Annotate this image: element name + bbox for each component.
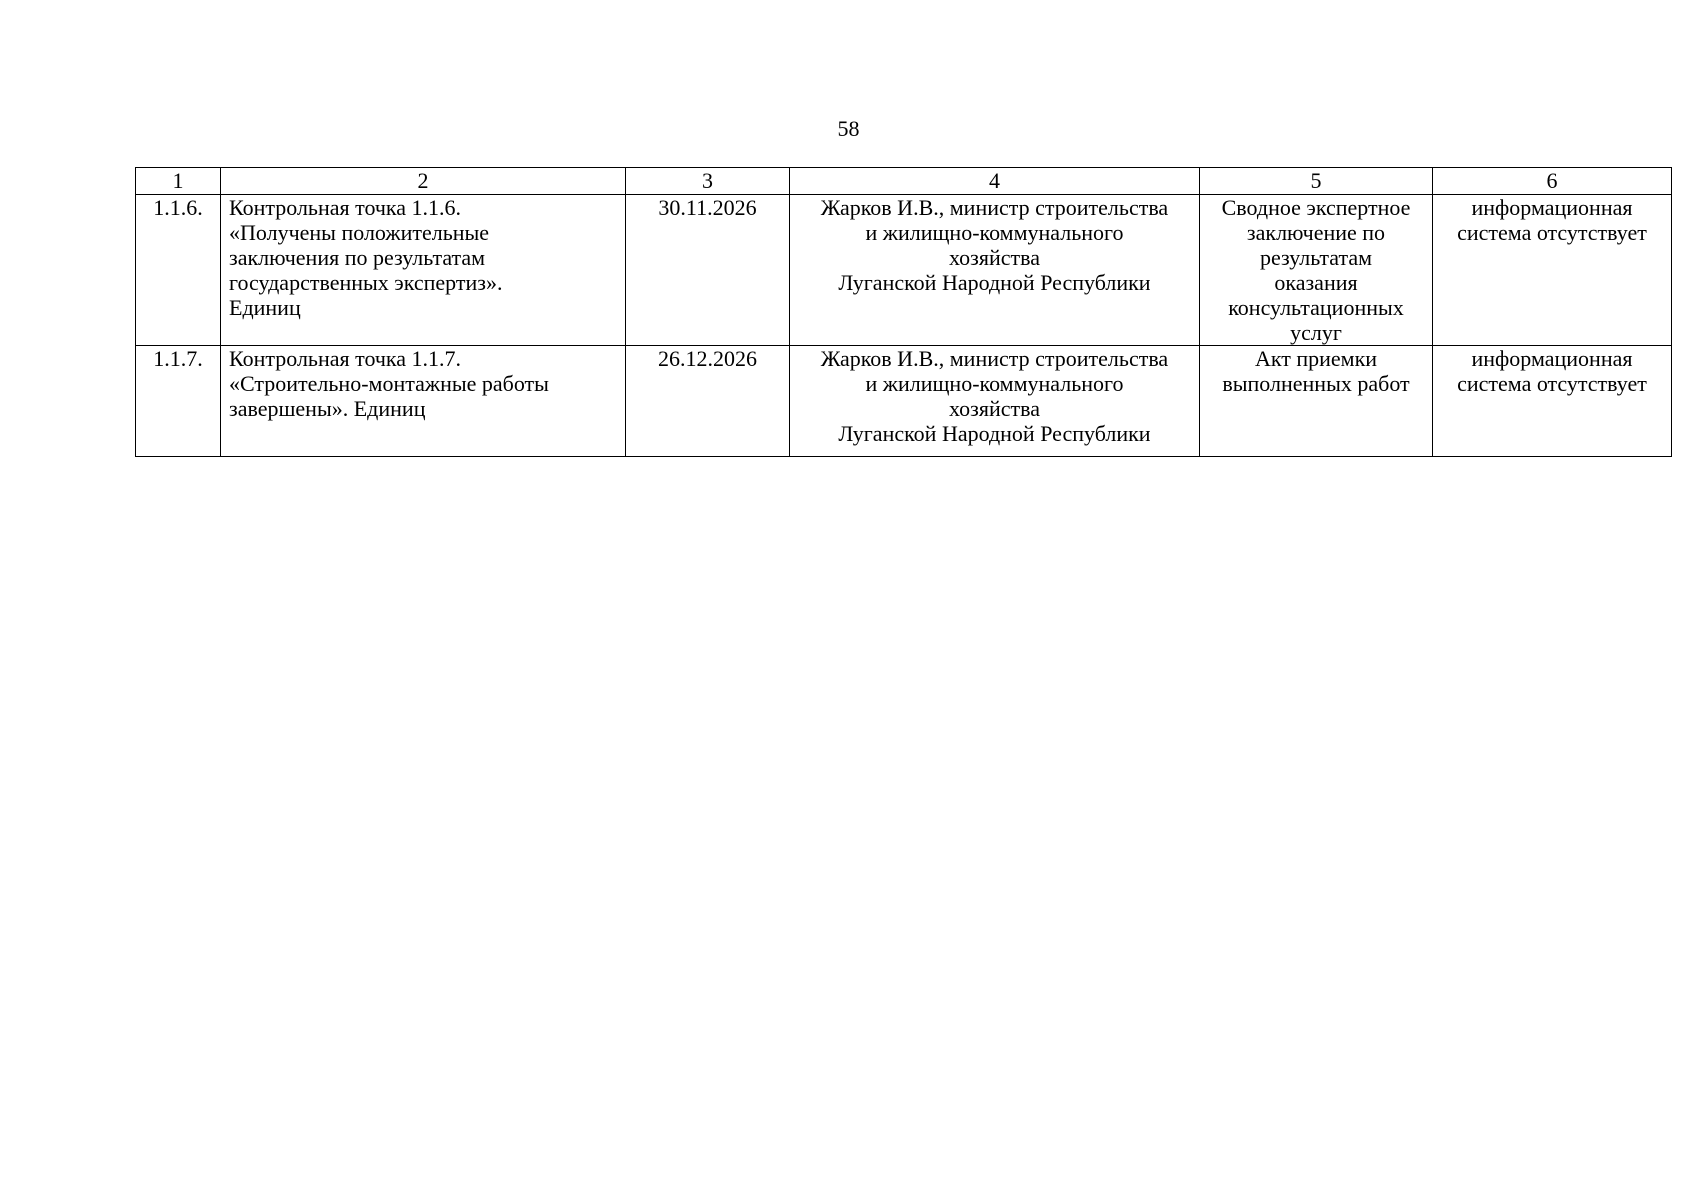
- text-line: и жилищно-коммунального: [865, 220, 1124, 245]
- text-line: Жарков И.В., министр строительства: [820, 195, 1169, 220]
- text-line: информационная: [1471, 195, 1633, 220]
- table-row: [136, 346, 1672, 457]
- header-col-2: 2: [221, 168, 626, 195]
- text-line: Сводное экспертное: [1221, 195, 1411, 220]
- table-row: [136, 195, 1672, 346]
- row-number: 1.1.7.: [136, 346, 221, 457]
- control-point-name: [221, 195, 626, 346]
- text-line: и жилищно-коммунального: [865, 371, 1124, 396]
- responsible-person: [790, 195, 1200, 346]
- text-line: «Строительно-монтажные работы: [229, 371, 549, 396]
- text-line: система отсутствует: [1457, 220, 1647, 245]
- header-col-5: 5: [1200, 168, 1433, 195]
- text-line: результатам: [1259, 245, 1373, 270]
- text-line: Контрольная точка 1.1.7.: [229, 346, 462, 371]
- text-line: информационная: [1471, 346, 1633, 371]
- text-line: Единиц: [229, 295, 301, 320]
- text-line: система отсутствует: [1457, 371, 1647, 396]
- confirming-document: [1200, 346, 1433, 457]
- text-line: хозяйства: [949, 396, 1040, 421]
- control-points-table: [135, 167, 1672, 457]
- text-line: заключения по результатам: [229, 245, 486, 270]
- text-line: услуг: [1290, 320, 1342, 345]
- header-col-1: 1: [136, 168, 221, 195]
- responsible-person: [790, 346, 1200, 457]
- text-line: выполненных работ: [1222, 371, 1410, 396]
- text-line: консультационных: [1228, 295, 1404, 320]
- text-line: Контрольная точка 1.1.6.: [229, 195, 462, 220]
- information-system: [1433, 195, 1672, 346]
- header-col-6: 6: [1433, 168, 1672, 195]
- information-system: [1433, 346, 1672, 457]
- header-col-4: 4: [790, 168, 1200, 195]
- confirming-document: [1200, 195, 1433, 346]
- control-point-name: [221, 346, 626, 457]
- text-line: Луганской Народной Республики: [838, 270, 1151, 295]
- text-line: Жарков И.В., министр строительства: [820, 346, 1169, 371]
- due-date: 30.11.2026: [626, 195, 790, 346]
- row-number: 1.1.6.: [136, 195, 221, 346]
- text-line: государственных экспертиз».: [229, 270, 503, 295]
- due-date: 26.12.2026: [626, 346, 790, 457]
- page-number: 58: [837, 116, 860, 141]
- text-line: завершены». Единиц: [229, 396, 426, 421]
- text-line: Луганской Народной Республики: [838, 421, 1151, 446]
- table-header-row: [136, 168, 1672, 195]
- text-line: хозяйства: [949, 245, 1040, 270]
- text-line: заключение по: [1246, 220, 1386, 245]
- text-line: Акт приемки: [1254, 346, 1378, 371]
- text-line: оказания: [1274, 270, 1358, 295]
- text-line: «Получены положительные: [229, 220, 490, 245]
- header-col-3: 3: [626, 168, 790, 195]
